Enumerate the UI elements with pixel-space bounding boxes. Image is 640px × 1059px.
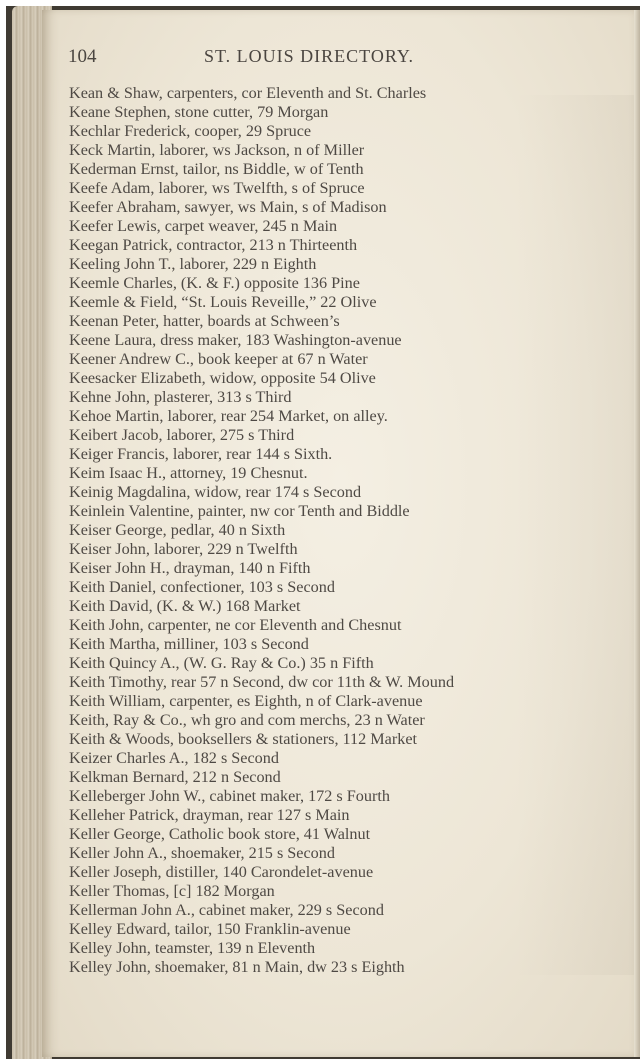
- page-number: 104: [68, 46, 97, 67]
- directory-entry: Keller Joseph, distiller, 140 Carondelet-avenue: [69, 863, 374, 881]
- directory-entry: Keller Thomas, [c] 182 Morgan: [69, 882, 275, 900]
- directory-entry: Keegan Patrick, contractor, 213 n Thirteenth: [69, 236, 358, 254]
- page-header: [68, 46, 528, 72]
- directory-entry: Kelleher Patrick, drayman, rear 127 s Main: [69, 806, 350, 824]
- directory-entry: Kellerman John A., cabinet maker, 229 s Second: [69, 901, 384, 919]
- directory-entry: Keenan Peter, hatter, boards at Schween’s: [69, 312, 340, 330]
- directory-entry: Kelley Edward, tailor, 150 Franklin-avenue: [69, 920, 351, 938]
- directory-entry: Kehne John, plasterer, 313 s Third: [69, 388, 292, 406]
- directory-entry: Keim Isaac H., attorney, 19 Chesnut.: [69, 464, 308, 482]
- directory-entry: Keller George, Catholic book store, 41 Walnut: [69, 825, 371, 843]
- directory-entry: Keith Martha, milliner, 103 s Second: [69, 635, 309, 653]
- directory-entry: Kelkman Bernard, 212 n Second: [69, 768, 281, 786]
- directory-entry: Keith & Woods, booksellers & stationers, 112 Market: [69, 730, 418, 748]
- directory-entry: Keith John, carpenter, ne cor Eleventh and Chesnut: [69, 616, 402, 634]
- directory-entry: Keinig Magdalina, widow, rear 174 s Second: [69, 483, 362, 501]
- directory-entry: Kehoe Martin, laborer, rear 254 Market, on alley.: [69, 407, 388, 425]
- running-title: ST. LOUIS DIRECTORY.: [204, 46, 415, 66]
- directory-entry: Keith Daniel, confectioner, 103 s Second: [69, 578, 335, 596]
- directory-entry: Keesacker Elizabeth, widow, opposite 54 Olive: [69, 369, 376, 387]
- directory-entry: Keith David, (K. & W.) 168 Market: [69, 597, 301, 615]
- directory-entry: Keemle & Field, “St. Louis Reveille,” 22 Olive: [69, 293, 377, 311]
- directory-entry: Keizer Charles A., 182 s Second: [69, 749, 279, 767]
- directory-entry: Keiser George, pedlar, 40 n Sixth: [69, 521, 286, 539]
- directory-entry: Keibert Jacob, laborer, 275 s Third: [69, 426, 295, 444]
- directory-entry: Keller John A., shoemaker, 215 s Second: [69, 844, 335, 862]
- directory-entry: Keane Stephen, stone cutter, 79 Morgan: [69, 103, 329, 121]
- page-gutter: [634, 10, 640, 1057]
- directory-entry: Keemle Charles, (K. & F.) opposite 136 Pine: [69, 274, 360, 292]
- directory-entry: Kechlar Frederick, cooper, 29 Spruce: [69, 122, 312, 140]
- directory-entry: Kelley John, shoemaker, 81 n Main, dw 23 s Eighth: [69, 958, 405, 976]
- directory-entry: Keith, Ray & Co., wh gro and com merchs, 23 n Water: [69, 711, 425, 729]
- directory-entry: Kelleberger John W., cabinet maker, 172 s Fourth: [69, 787, 390, 805]
- directory-entry: Keeling John T., laborer, 229 n Eighth: [69, 255, 317, 273]
- directory-entry: Keck Martin, laborer, ws Jackson, n of Miller: [69, 141, 365, 159]
- directory-entry: Keene Laura, dress maker, 183 Washington-avenue: [69, 331, 402, 349]
- directory-entries: [69, 84, 599, 977]
- directory-entry: Kelley John, teamster, 139 n Eleventh: [69, 939, 316, 957]
- directory-entry: Keiser John, laborer, 229 n Twelfth: [69, 540, 298, 558]
- directory-entry: Keith William, carpenter, es Eighth, n of Clark-avenue: [69, 692, 423, 710]
- directory-entry: Keiger Francis, laborer, rear 144 s Sixth.: [69, 445, 333, 463]
- directory-entry: Keefe Adam, laborer, ws Twelfth, s of Spruce: [69, 179, 365, 197]
- directory-entry: Keith Quincy A., (W. G. Ray & Co.) 35 n Fifth: [69, 654, 374, 672]
- directory-entry: Kederman Ernst, tailor, ns Biddle, w of Tenth: [69, 160, 364, 178]
- directory-entry: Keinlein Valentine, painter, nw cor Tenth and Biddle: [69, 502, 410, 520]
- directory-entry: Keener Andrew C., book keeper at 67 n Water: [69, 350, 368, 368]
- directory-entry: Keefer Lewis, carpet weaver, 245 n Main: [69, 217, 338, 235]
- directory-entry: Kean & Shaw, carpenters, cor Eleventh and St. Charles: [69, 84, 427, 102]
- directory-entry: Keefer Abraham, sawyer, ws Main, s of Madison: [69, 198, 387, 216]
- directory-entry: Keiser John H., drayman, 140 n Fifth: [69, 559, 311, 577]
- directory-entry: Keith Timothy, rear 57 n Second, dw cor 11th & W. Mound: [69, 673, 455, 691]
